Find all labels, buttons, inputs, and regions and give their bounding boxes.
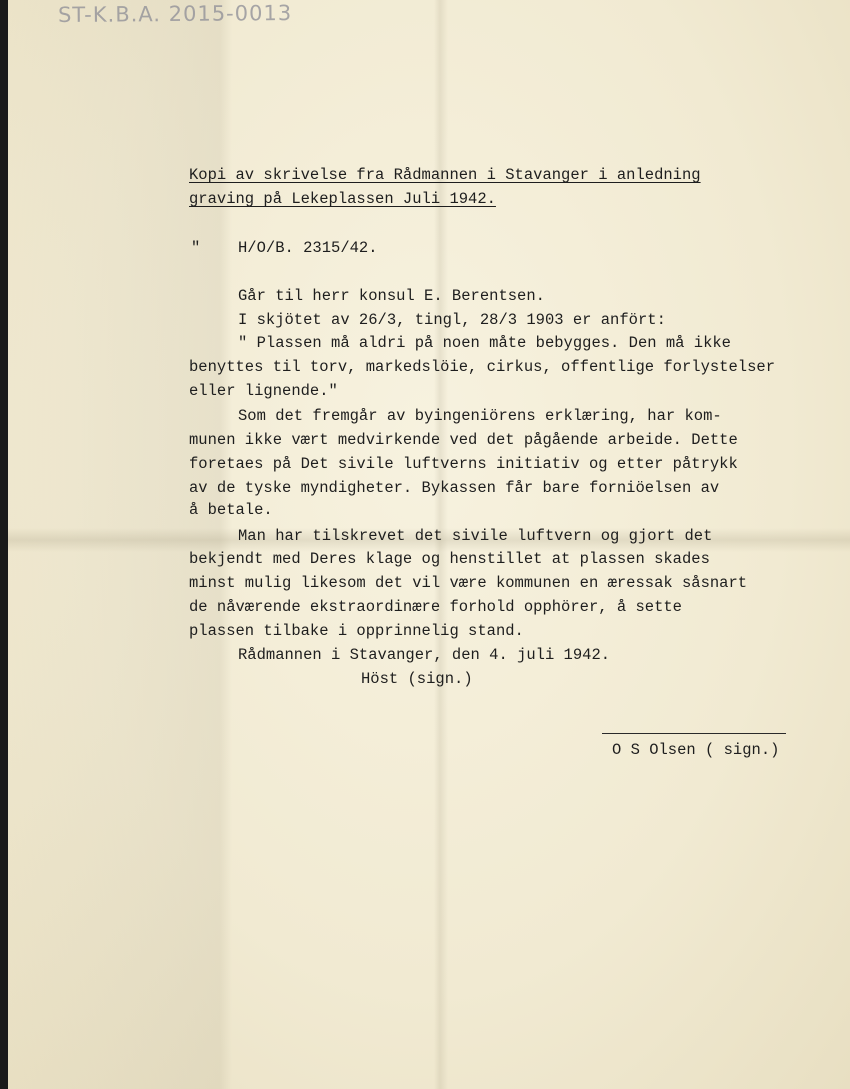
body-line: eller lignende." <box>189 382 338 400</box>
body-line: å betale. <box>189 501 273 519</box>
body-line: de nåværende ekstraordinære forhold opphörer, å sette <box>189 598 682 616</box>
body-line: Man har tilskrevet det sivile luftvern og gjort det <box>238 527 713 545</box>
copy-signature: O S Olsen ( sign.) <box>612 741 780 759</box>
title-line-2: graving på Lekeplassen Juli 1942. <box>189 190 496 208</box>
reference-quote-mark: " <box>191 239 201 257</box>
reference-number: H/O/B. 2315/42. <box>238 239 378 257</box>
body-line: av de tyske myndigheter. Bykassen får bare forniöelsen av <box>189 479 720 497</box>
body-line: plassen tilbake i opprinnelig stand. <box>189 622 524 640</box>
scan-edge <box>0 0 8 1089</box>
body-line: " Plassen må aldri på noen måte bebygges. Den må ikke <box>238 334 731 352</box>
body-line: bekjendt med Deres klage og henstillet at plassen skades <box>189 550 710 568</box>
closing-signature: Höst (sign.) <box>361 670 473 688</box>
signature-line <box>602 733 786 734</box>
archive-reference: ST-K.B.A. 2015-0013 <box>57 0 293 28</box>
body-line: Går til herr konsul E. Berentsen. <box>238 287 545 305</box>
body-line: I skjötet av 26/3, tingl, 28/3 1903 er anfört: <box>238 311 666 329</box>
body-line: minst mulig likesom det vil være kommunen en æressak såsnart <box>189 574 748 592</box>
closing-place-date: Rådmannen i Stavanger, den 4. juli 1942. <box>238 646 611 664</box>
body-line: benyttes til torv, markedslöie, cirkus, offentlige forlystelser <box>189 358 775 376</box>
body-line: foretaes på Det sivile luftverns initiativ og etter påtrykk <box>189 455 738 473</box>
body-line: Som det fremgår av byingeniörens erklæring, har kom- <box>238 407 722 425</box>
body-line: munen ikke vært medvirkende ved det pågående arbeide. Dette <box>189 431 738 449</box>
title-line-1: Kopi av skrivelse fra Rådmannen i Stavanger i anledning <box>189 166 701 184</box>
